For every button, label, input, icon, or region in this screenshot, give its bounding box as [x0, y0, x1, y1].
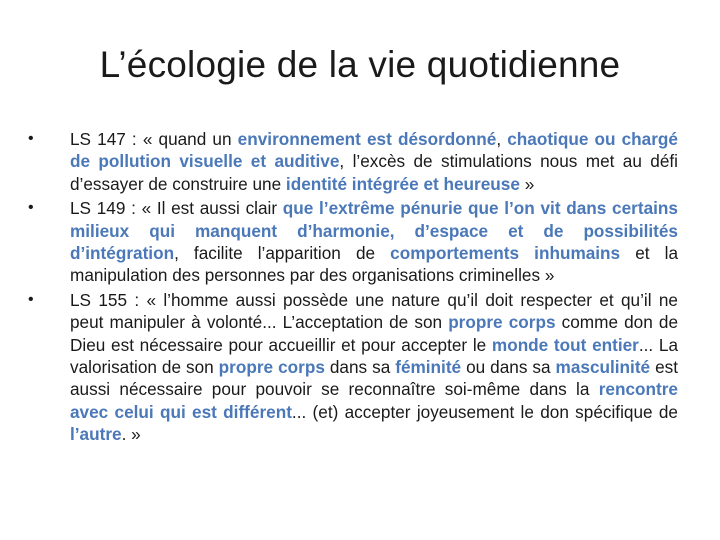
highlighted-text: que l’extrême pénurie que l’on vit dans certains milieux qui manquent d’harmonie, d’espace et de possibilités d’intégration: [70, 198, 678, 264]
body-text: dans sa: [324, 357, 396, 378]
body-text: comme don de Dieu est nécessaire pour accueillir et pour accepter le: [70, 312, 679, 355]
highlighted-text: comportements inhumains: [390, 243, 621, 264]
body-text: , facilite l’apparition de: [174, 243, 391, 264]
highlighted-text: monde tout entier: [491, 334, 639, 355]
highlighted-text: propre corps: [448, 312, 556, 333]
highlighted-text: masculinité: [555, 357, 651, 378]
bullet-dot: •: [28, 199, 34, 217]
body-text: ... (et) accepter joyeusement le don spécifique de: [291, 401, 678, 422]
body-text: ... La valorisation de son: [70, 334, 679, 378]
body-text: LS 149 : « Il est aussi clair: [70, 198, 283, 219]
body-text: . »: [121, 424, 141, 445]
highlighted-text: féminité: [395, 357, 462, 378]
body-text: , l’excès de stimulations nous met au défi d’essayer de construire une: [70, 151, 679, 194]
body-text: est aussi nécessaire pour pouvoir se reconnaître soi-même dans la: [70, 357, 679, 400]
body-text: ou dans sa: [461, 357, 556, 378]
body-text: et la manipulation des personnes par des organisations criminelles »: [70, 243, 679, 286]
highlighted-text: chaotique ou chargé de pollution visuelle et auditive: [70, 129, 678, 172]
bullet-item: [28, 197, 678, 287]
highlighted-text: rencontre avec celui qui est différent: [70, 379, 678, 422]
body-text: LS 155 : « l’homme aussi possède une nature qu’il doit respecter et qu’il ne peut manipuler à volonté... L’acceptation de son: [70, 289, 678, 333]
body-text: LS 147 : « quand un: [70, 129, 238, 149]
bullet-dot: •: [28, 290, 34, 308]
body-text: ,: [496, 129, 508, 149]
bullet-list: [28, 128, 678, 448]
bullet-item: [28, 289, 678, 446]
highlighted-text: propre corps: [218, 357, 325, 378]
slide-title: L’écologie de la vie quotidienne: [99, 44, 621, 85]
highlighted-text: environnement est désordonné: [237, 129, 497, 149]
highlighted-text: l’autre: [70, 424, 122, 445]
body-text: »: [519, 173, 535, 194]
highlighted-text: identité intégrée et heureuse: [285, 173, 520, 194]
bullet-dot: •: [28, 130, 34, 147]
bullet-item: [28, 128, 678, 195]
